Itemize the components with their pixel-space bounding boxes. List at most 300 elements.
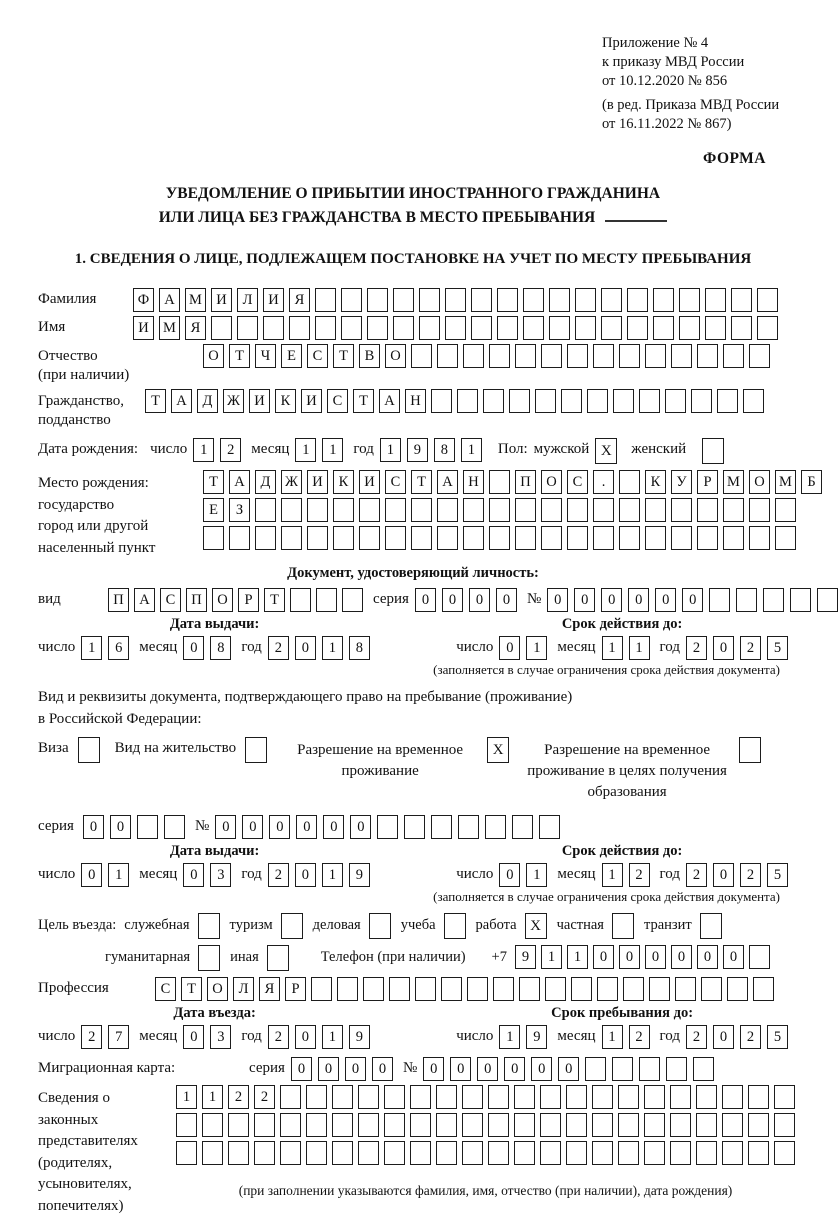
char-box[interactable]	[665, 389, 686, 413]
char-box[interactable]	[411, 498, 432, 522]
char-box[interactable]	[306, 1141, 327, 1165]
char-box[interactable]	[332, 1085, 353, 1109]
char-box[interactable]	[619, 498, 640, 522]
char-box[interactable]	[566, 1113, 587, 1137]
char-box[interactable]	[519, 977, 540, 1001]
char-box[interactable]: С	[155, 977, 176, 1001]
char-box[interactable]: С	[327, 389, 348, 413]
char-box[interactable]	[228, 1113, 249, 1137]
char-box[interactable]: Б	[801, 470, 822, 494]
char-box[interactable]	[176, 1141, 197, 1165]
char-box[interactable]	[549, 288, 570, 312]
char-box[interactable]	[290, 588, 311, 612]
char-box[interactable]	[653, 288, 674, 312]
char-box[interactable]	[281, 526, 302, 550]
char-box[interactable]	[679, 288, 700, 312]
char-box[interactable]	[541, 498, 562, 522]
char-box[interactable]: Д	[197, 389, 218, 413]
char-box[interactable]: 0	[450, 1057, 471, 1081]
char-box[interactable]: Т	[333, 344, 354, 368]
char-box[interactable]: 0	[183, 863, 204, 887]
char-box[interactable]: 0	[713, 1025, 734, 1049]
char-box[interactable]: А	[437, 470, 458, 494]
char-box[interactable]: 1	[461, 438, 482, 462]
char-box[interactable]	[561, 389, 582, 413]
char-box[interactable]	[723, 344, 744, 368]
char-box[interactable]	[757, 316, 778, 340]
char-box[interactable]	[644, 1141, 665, 1165]
char-box[interactable]: 0	[713, 636, 734, 660]
char-box[interactable]	[462, 1113, 483, 1137]
char-box[interactable]: А	[134, 588, 155, 612]
char-box[interactable]	[431, 815, 452, 839]
char-box[interactable]	[693, 1057, 714, 1081]
char-box[interactable]: Р	[285, 977, 306, 1001]
char-box[interactable]	[385, 498, 406, 522]
char-box[interactable]	[618, 1085, 639, 1109]
char-box[interactable]: 0	[682, 588, 703, 612]
char-box[interactable]: Д	[255, 470, 276, 494]
char-box[interactable]: 0	[496, 588, 517, 612]
char-box[interactable]: Т	[264, 588, 285, 612]
char-box[interactable]	[613, 389, 634, 413]
char-box[interactable]	[774, 1113, 795, 1137]
char-box[interactable]	[670, 1141, 691, 1165]
char-box[interactable]	[575, 316, 596, 340]
char-box[interactable]	[575, 288, 596, 312]
char-box[interactable]: О	[212, 588, 233, 612]
char-box[interactable]	[411, 344, 432, 368]
char-box[interactable]: И	[263, 288, 284, 312]
char-box[interactable]	[489, 344, 510, 368]
char-box[interactable]	[753, 977, 774, 1001]
char-box[interactable]	[332, 1113, 353, 1137]
char-box[interactable]	[775, 498, 796, 522]
char-box[interactable]	[437, 526, 458, 550]
char-box[interactable]: Р	[697, 470, 718, 494]
char-box[interactable]: Т	[145, 389, 166, 413]
char-box[interactable]: Т	[353, 389, 374, 413]
char-box[interactable]	[497, 316, 518, 340]
char-box[interactable]	[462, 1141, 483, 1165]
char-box[interactable]	[358, 1085, 379, 1109]
char-box[interactable]	[722, 1113, 743, 1137]
char-box[interactable]	[410, 1141, 431, 1165]
char-box[interactable]	[749, 526, 770, 550]
char-box[interactable]	[411, 526, 432, 550]
char-box[interactable]	[675, 977, 696, 1001]
char-box[interactable]	[393, 316, 414, 340]
char-box[interactable]: 1	[295, 438, 316, 462]
char-box[interactable]	[775, 526, 796, 550]
char-box[interactable]: 0	[269, 815, 290, 839]
char-box[interactable]: 0	[574, 588, 595, 612]
char-box[interactable]	[666, 1057, 687, 1081]
char-box[interactable]	[514, 1113, 535, 1137]
char-box[interactable]	[176, 1113, 197, 1137]
char-box[interactable]: 2	[740, 636, 761, 660]
char-box[interactable]	[489, 526, 510, 550]
char-box[interactable]	[488, 1113, 509, 1137]
char-box[interactable]	[722, 1085, 743, 1109]
char-box[interactable]: 0	[296, 815, 317, 839]
char-box[interactable]	[592, 1141, 613, 1165]
char-box[interactable]: 0	[504, 1057, 525, 1081]
char-box[interactable]	[696, 1085, 717, 1109]
char-box[interactable]: 0	[295, 863, 316, 887]
char-box[interactable]: 1	[602, 1025, 623, 1049]
char-box[interactable]: 1	[629, 636, 650, 660]
char-box[interactable]: Т	[229, 344, 250, 368]
char-box[interactable]	[489, 470, 510, 494]
char-box[interactable]	[540, 1141, 561, 1165]
char-box[interactable]	[203, 526, 224, 550]
char-box[interactable]: О	[203, 344, 224, 368]
char-box[interactable]: Л	[237, 288, 258, 312]
char-box[interactable]	[645, 526, 666, 550]
char-box[interactable]: 0	[477, 1057, 498, 1081]
char-box[interactable]: 0	[645, 945, 666, 969]
char-box[interactable]: 1	[526, 636, 547, 660]
char-box[interactable]	[202, 1113, 223, 1137]
char-box[interactable]	[307, 498, 328, 522]
char-box[interactable]: З	[229, 498, 250, 522]
char-box[interactable]: П	[186, 588, 207, 612]
char-box[interactable]	[436, 1141, 457, 1165]
char-box[interactable]: Е	[281, 344, 302, 368]
char-box[interactable]	[164, 815, 185, 839]
char-box[interactable]	[593, 344, 614, 368]
char-box[interactable]	[462, 1085, 483, 1109]
char-box[interactable]: 1	[567, 945, 588, 969]
char-box[interactable]: 1	[322, 863, 343, 887]
char-box[interactable]	[489, 498, 510, 522]
char-box[interactable]	[623, 977, 644, 1001]
char-box[interactable]	[485, 815, 506, 839]
char-box[interactable]	[697, 344, 718, 368]
char-box[interactable]	[341, 316, 362, 340]
char-box[interactable]	[731, 288, 752, 312]
char-box[interactable]	[587, 389, 608, 413]
char-box[interactable]	[497, 288, 518, 312]
char-box[interactable]	[549, 316, 570, 340]
char-box[interactable]	[723, 526, 744, 550]
char-box[interactable]: 0	[469, 588, 490, 612]
char-box[interactable]: 8	[210, 636, 231, 660]
char-box[interactable]	[255, 498, 276, 522]
purpose-private-checkbox[interactable]	[612, 913, 634, 939]
char-box[interactable]	[645, 344, 666, 368]
char-box[interactable]	[593, 498, 614, 522]
char-box[interactable]: 1	[193, 438, 214, 462]
char-box[interactable]	[316, 588, 337, 612]
char-box[interactable]	[748, 1141, 769, 1165]
char-box[interactable]	[696, 1113, 717, 1137]
char-box[interactable]	[307, 526, 328, 550]
char-box[interactable]	[458, 815, 479, 839]
char-box[interactable]	[289, 316, 310, 340]
char-box[interactable]	[567, 526, 588, 550]
purpose-transit-checkbox[interactable]	[700, 913, 722, 939]
char-box[interactable]	[523, 288, 544, 312]
char-box[interactable]: И	[249, 389, 270, 413]
char-box[interactable]: 2	[268, 863, 289, 887]
char-box[interactable]: 8	[349, 636, 370, 660]
char-box[interactable]: 0	[531, 1057, 552, 1081]
char-box[interactable]: 0	[593, 945, 614, 969]
char-box[interactable]	[483, 389, 504, 413]
char-box[interactable]	[649, 977, 670, 1001]
char-box[interactable]	[377, 815, 398, 839]
char-box[interactable]: С	[567, 470, 588, 494]
char-box[interactable]: И	[359, 470, 380, 494]
char-box[interactable]	[315, 316, 336, 340]
char-box[interactable]: 0	[291, 1057, 312, 1081]
char-box[interactable]	[280, 1113, 301, 1137]
char-box[interactable]: 0	[619, 945, 640, 969]
char-box[interactable]: Т	[203, 470, 224, 494]
char-box[interactable]	[515, 344, 536, 368]
char-box[interactable]	[306, 1113, 327, 1137]
char-box[interactable]: 3	[210, 863, 231, 887]
char-box[interactable]	[612, 1057, 633, 1081]
char-box[interactable]	[749, 945, 770, 969]
char-box[interactable]: 1	[202, 1085, 223, 1109]
char-box[interactable]	[736, 588, 757, 612]
char-box[interactable]: 1	[322, 438, 343, 462]
char-box[interactable]: Я	[289, 288, 310, 312]
char-box[interactable]: М	[159, 316, 180, 340]
char-box[interactable]: 0	[215, 815, 236, 839]
char-box[interactable]: 0	[110, 815, 131, 839]
char-box[interactable]	[545, 977, 566, 1001]
char-box[interactable]: .	[593, 470, 614, 494]
char-box[interactable]: 0	[372, 1057, 393, 1081]
char-box[interactable]	[567, 344, 588, 368]
char-box[interactable]: 2	[740, 1025, 761, 1049]
char-box[interactable]: 1	[380, 438, 401, 462]
char-box[interactable]: Ж	[281, 470, 302, 494]
char-box[interactable]	[342, 588, 363, 612]
char-box[interactable]	[597, 977, 618, 1001]
char-box[interactable]	[696, 1141, 717, 1165]
sex-male-checkbox[interactable]: X	[595, 438, 617, 464]
char-box[interactable]	[255, 526, 276, 550]
char-box[interactable]	[618, 1141, 639, 1165]
char-box[interactable]: А	[229, 470, 250, 494]
char-box[interactable]	[601, 316, 622, 340]
char-box[interactable]: М	[723, 470, 744, 494]
char-box[interactable]	[749, 344, 770, 368]
char-box[interactable]	[619, 470, 640, 494]
char-box[interactable]: 0	[499, 863, 520, 887]
char-box[interactable]	[567, 498, 588, 522]
char-box[interactable]	[415, 977, 436, 1001]
char-box[interactable]: 9	[349, 1025, 370, 1049]
char-box[interactable]: 9	[349, 863, 370, 887]
char-box[interactable]	[817, 588, 838, 612]
char-box[interactable]	[436, 1113, 457, 1137]
char-box[interactable]	[311, 977, 332, 1001]
char-box[interactable]: Л	[233, 977, 254, 1001]
char-box[interactable]	[645, 498, 666, 522]
char-box[interactable]: А	[171, 389, 192, 413]
char-box[interactable]	[774, 1141, 795, 1165]
char-box[interactable]: У	[671, 470, 692, 494]
char-box[interactable]: 8	[434, 438, 455, 462]
char-box[interactable]: М	[185, 288, 206, 312]
char-box[interactable]: 2	[268, 636, 289, 660]
char-box[interactable]	[731, 316, 752, 340]
char-box[interactable]: 6	[108, 636, 129, 660]
char-box[interactable]: С	[307, 344, 328, 368]
char-box[interactable]	[774, 1085, 795, 1109]
char-box[interactable]	[419, 288, 440, 312]
char-box[interactable]: 1	[176, 1085, 197, 1109]
char-box[interactable]: 0	[83, 815, 104, 839]
char-box[interactable]: И	[307, 470, 328, 494]
char-box[interactable]: 1	[526, 863, 547, 887]
char-box[interactable]	[367, 288, 388, 312]
char-box[interactable]: К	[275, 389, 296, 413]
purpose-business-checkbox[interactable]	[369, 913, 391, 939]
char-box[interactable]: О	[207, 977, 228, 1001]
char-box[interactable]	[306, 1085, 327, 1109]
char-box[interactable]: 7	[108, 1025, 129, 1049]
char-box[interactable]: 0	[183, 1025, 204, 1049]
char-box[interactable]	[337, 977, 358, 1001]
char-box[interactable]	[359, 526, 380, 550]
char-box[interactable]	[315, 288, 336, 312]
purpose-other-checkbox[interactable]	[267, 945, 289, 971]
char-box[interactable]: Н	[463, 470, 484, 494]
char-box[interactable]	[463, 344, 484, 368]
char-box[interactable]	[790, 588, 811, 612]
char-box[interactable]	[431, 389, 452, 413]
char-box[interactable]	[254, 1113, 275, 1137]
char-box[interactable]: 0	[318, 1057, 339, 1081]
char-box[interactable]	[359, 498, 380, 522]
char-box[interactable]: 0	[323, 815, 344, 839]
char-box[interactable]	[436, 1085, 457, 1109]
char-box[interactable]: М	[775, 470, 796, 494]
char-box[interactable]: 0	[442, 588, 463, 612]
char-box[interactable]: И	[211, 288, 232, 312]
char-box[interactable]	[566, 1085, 587, 1109]
char-box[interactable]	[419, 316, 440, 340]
char-box[interactable]: 9	[407, 438, 428, 462]
char-box[interactable]	[254, 1141, 275, 1165]
char-box[interactable]: 2	[228, 1085, 249, 1109]
char-box[interactable]: К	[645, 470, 666, 494]
char-box[interactable]	[515, 526, 536, 550]
char-box[interactable]: 3	[210, 1025, 231, 1049]
char-box[interactable]: 0	[350, 815, 371, 839]
char-box[interactable]	[671, 344, 692, 368]
char-box[interactable]	[541, 526, 562, 550]
char-box[interactable]: Я	[185, 316, 206, 340]
char-box[interactable]: 0	[345, 1057, 366, 1081]
char-box[interactable]	[639, 389, 660, 413]
char-box[interactable]	[653, 316, 674, 340]
char-box[interactable]: 0	[295, 1025, 316, 1049]
char-box[interactable]: И	[133, 316, 154, 340]
char-box[interactable]	[358, 1113, 379, 1137]
char-box[interactable]: 0	[81, 863, 102, 887]
char-box[interactable]: О	[749, 470, 770, 494]
char-box[interactable]: О	[541, 470, 562, 494]
char-box[interactable]	[763, 588, 784, 612]
char-box[interactable]: 1	[108, 863, 129, 887]
char-box[interactable]	[540, 1113, 561, 1137]
char-box[interactable]: 1	[541, 945, 562, 969]
char-box[interactable]: 1	[322, 636, 343, 660]
char-box[interactable]	[263, 316, 284, 340]
char-box[interactable]: 1	[499, 1025, 520, 1049]
char-box[interactable]	[358, 1141, 379, 1165]
char-box[interactable]	[539, 815, 560, 839]
char-box[interactable]	[237, 316, 258, 340]
char-box[interactable]	[743, 389, 764, 413]
char-box[interactable]	[385, 526, 406, 550]
char-box[interactable]: 5	[767, 863, 788, 887]
char-box[interactable]: С	[160, 588, 181, 612]
char-box[interactable]: 5	[767, 1025, 788, 1049]
char-box[interactable]: 0	[547, 588, 568, 612]
char-box[interactable]	[280, 1085, 301, 1109]
char-box[interactable]: 0	[295, 636, 316, 660]
char-box[interactable]: 2	[81, 1025, 102, 1049]
char-box[interactable]: 0	[655, 588, 676, 612]
char-box[interactable]	[463, 498, 484, 522]
option-visa-checkbox[interactable]	[78, 737, 100, 763]
char-box[interactable]	[441, 977, 462, 1001]
char-box[interactable]	[445, 316, 466, 340]
char-box[interactable]	[333, 498, 354, 522]
char-box[interactable]: А	[159, 288, 180, 312]
char-box[interactable]	[445, 288, 466, 312]
char-box[interactable]: Ж	[223, 389, 244, 413]
char-box[interactable]	[384, 1085, 405, 1109]
char-box[interactable]	[627, 288, 648, 312]
char-box[interactable]: 0	[723, 945, 744, 969]
char-box[interactable]	[566, 1141, 587, 1165]
char-box[interactable]	[601, 288, 622, 312]
char-box[interactable]: И	[301, 389, 322, 413]
char-box[interactable]	[467, 977, 488, 1001]
char-box[interactable]	[722, 1141, 743, 1165]
char-box[interactable]	[471, 288, 492, 312]
char-box[interactable]	[540, 1085, 561, 1109]
char-box[interactable]	[509, 389, 530, 413]
char-box[interactable]	[363, 977, 384, 1001]
char-box[interactable]	[211, 316, 232, 340]
char-box[interactable]	[571, 977, 592, 1001]
char-box[interactable]	[697, 498, 718, 522]
char-box[interactable]	[749, 498, 770, 522]
char-box[interactable]	[228, 1141, 249, 1165]
char-box[interactable]	[541, 344, 562, 368]
char-box[interactable]	[618, 1113, 639, 1137]
char-box[interactable]: К	[333, 470, 354, 494]
char-box[interactable]: 0	[423, 1057, 444, 1081]
char-box[interactable]	[437, 498, 458, 522]
char-box[interactable]: 0	[558, 1057, 579, 1081]
char-box[interactable]: 0	[697, 945, 718, 969]
char-box[interactable]: 1	[602, 636, 623, 660]
char-box[interactable]	[457, 389, 478, 413]
purpose-work-checkbox[interactable]: X	[525, 913, 547, 939]
